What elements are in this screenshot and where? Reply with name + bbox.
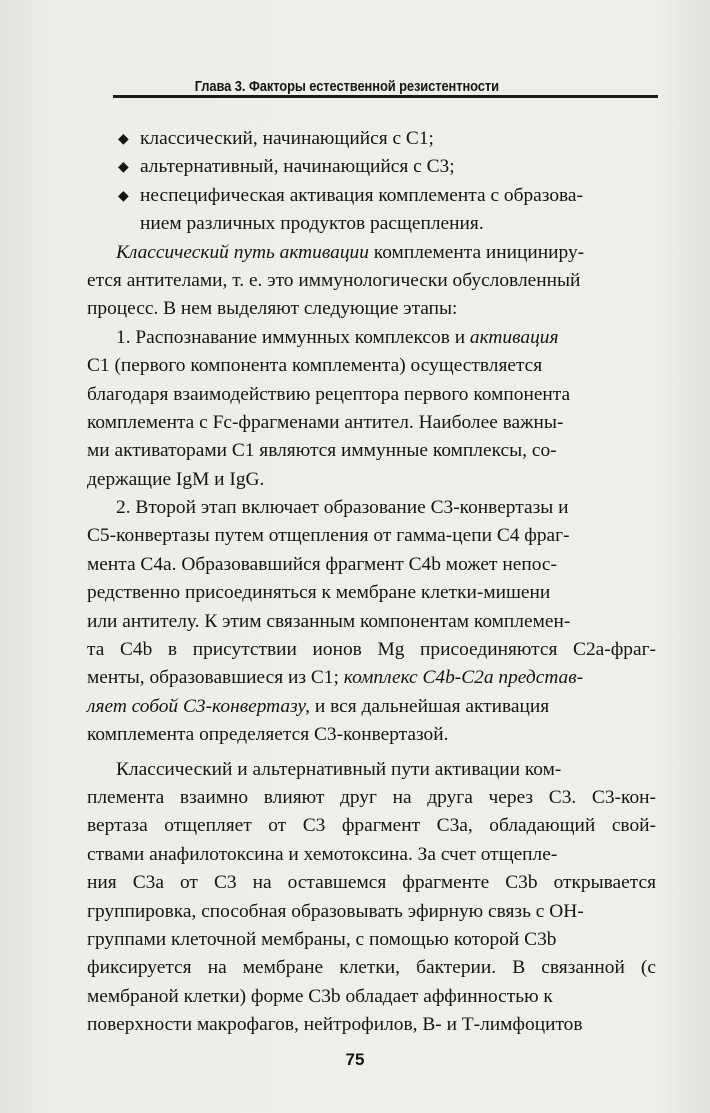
text-line: ми активаторами С1 являются иммунные комплексы, со- [87,440,557,462]
bullet-item [116,182,656,210]
text-line: группами клеточной мембраны, с помощью которой С3b [87,928,557,950]
diamond-bullet-icon: ◆ [118,188,129,204]
paragraph-lines [87,239,656,1040]
diamond-bullet-icon: ◆ [118,160,129,176]
bullet-text: неспецифическая активация комплемента с образова- [140,184,583,206]
text-line: или антителу. К этим связанным компонентам комплемен- [87,610,571,632]
text-line: процесс. В нем выделяют следующие этапы: [87,298,458,320]
text-line: та С4b в присутствии ионов Mg присоединяются С2а-фраг- [87,639,656,661]
text-line: С1 (первого компонента комплемента) осуществляется [87,355,543,377]
text-line: ствами анафилотоксина и хемотоксина. За счет отщепле- [87,843,558,865]
bullet-text: классический, начинающийся с С1; [140,128,434,149]
header-rule [113,95,658,98]
text-line: менты, образовавшиеся из С1; комплекс С4b-С2а представ- [87,667,584,689]
bullet-item [116,125,656,153]
text-line: группировка, способная образовывать эфирную связь с ОН- [87,900,584,922]
page-body [87,125,656,1040]
bullet-continuation [116,210,656,238]
text-line: благодаря взаимодействию рецептора первого компонента [87,383,571,405]
text-line: фиксируется на мембране клетки, бактерии. В связанной (с [87,957,656,979]
text-line: комплемента с Fc-фрагменами антител. Наиболее важны- [87,411,564,433]
bullet-item [116,153,656,181]
text-line: мента С4а. Образовавшийся фрагмент С4b может непос- [87,553,557,575]
text-line: поверхности макрофагов, нейтрофилов, В- и Т-лимфоцитов [87,1014,583,1036]
text-line: вертаза отщепляет от С3 фрагмент С3а, обладающий свой- [87,815,656,837]
page-number: 75 [345,1050,365,1069]
text-line: ния С3а от С3 на оставшемся фрагменте С3b открывается [87,872,656,894]
header-title: Глава 3. Факторы естественной резистентности [194,78,499,95]
text-line: держащие IgM и IgG. [87,468,265,490]
text-line: комплемента определяется С3-конвертазой. [87,724,449,746]
text-line: С5-конвертазы путем отщепления от гамма-цепи С4 фраг- [87,525,570,547]
diamond-bullet-icon: ◆ [118,132,129,147]
text-line: племента взаимно влияют друг на друга через С3. С3-кон- [87,786,656,808]
text-line: мембраной клетки) форме С3b обладает аффинностью к [87,985,553,1007]
text-line: Классический и альтернативный пути активации ком- [116,758,562,780]
text-line: Классический путь активации комплемента инициниру- [116,241,585,263]
bullet-text: альтернативный, начинающийся с С3; [140,156,455,178]
text-line: 1. Распознавание иммунных комплексов и активация [116,326,559,348]
bullet-text: нием различных продуктов расщепления. [140,213,484,235]
text-line: редственно присоединяться к мембране клетки-мишени [87,582,551,604]
text-line: ляет собой С3-конвертазу, и вся дальнейшая активация [87,695,550,717]
text-line: ется антителами, т. е. это иммунологически обусловленный [87,269,581,291]
text-line: 2. Второй этап включает образование С3-конвертазы и [116,497,569,519]
